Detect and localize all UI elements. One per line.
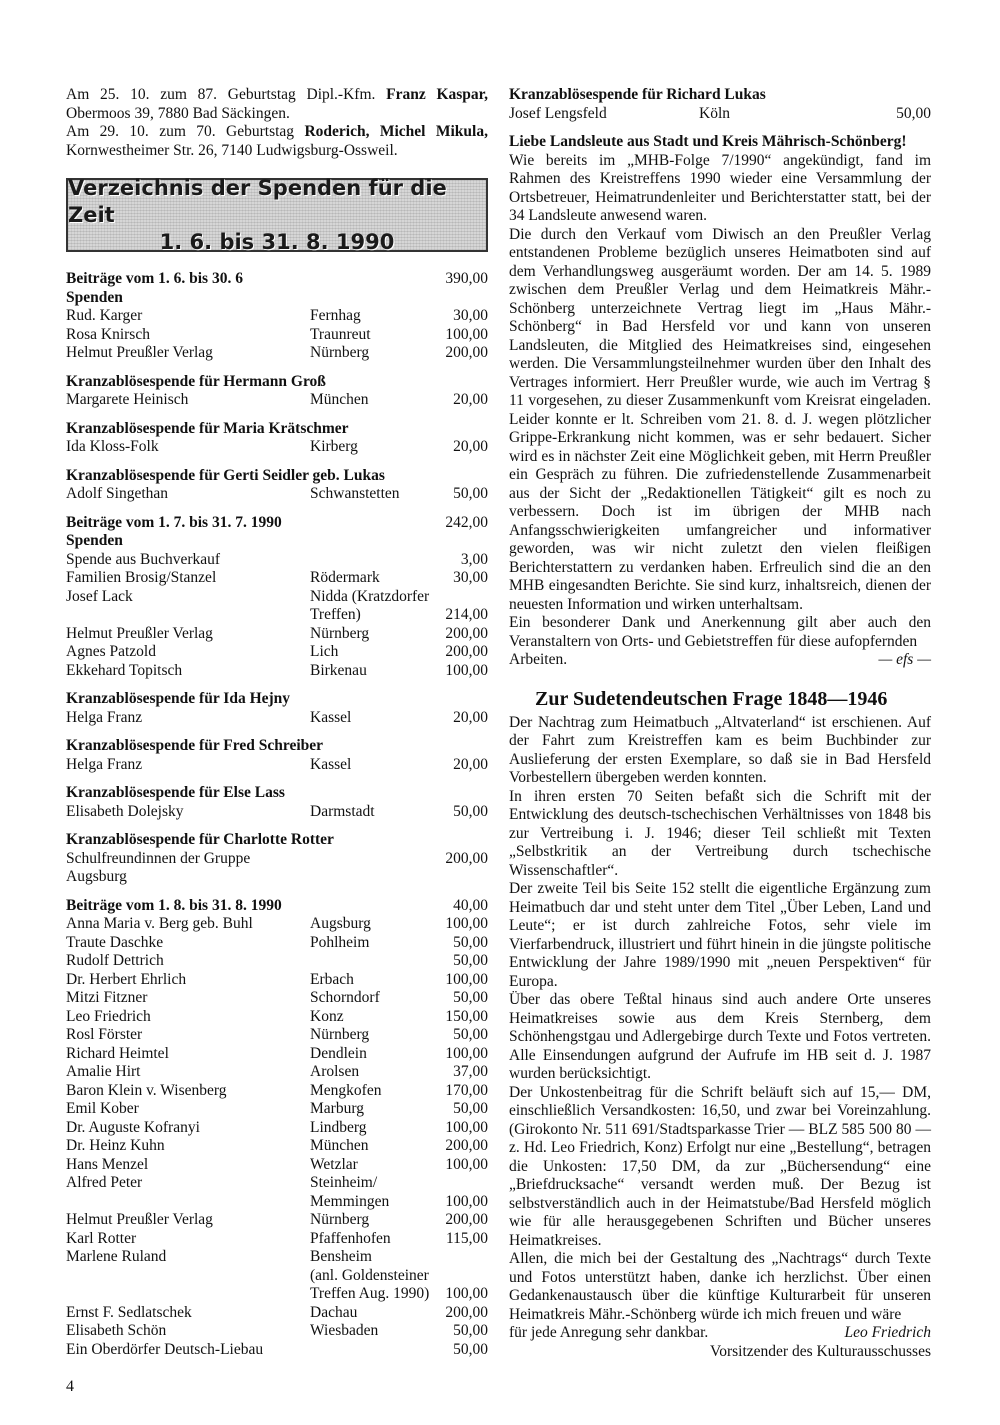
donor-city: Dachau — [310, 1303, 358, 1321]
donations-subheading: Spenden — [66, 532, 123, 549]
donor-amount: 170,00 — [445, 1081, 488, 1099]
article-paragraph: Der Unkostenbeitrag für die Schrift beläuft sich auf 15,— DM, einschließlich Versandkosten: 16,50, und zwar bei Voreinzahlung. (Girokonto Nr. 511 691/Stadtsparkasse Trier — BLZ 585 500 80 — z. Hd. Leo Friedrich, Konz) Erfolgt nur eine „Bestellung“, betragen die Unkosten: 17,50 DM, da zur „Büchersendung“ eine „Briefdrucksache“ versandt werden muß. Der Bezug ist selbstverständlich auch in der Heimatstube/Bad Hersfeld möglich wie für alle herausgegebenen Schriften und Bücher unseres Heimatkreises. — [509, 1083, 931, 1249]
donor-city: Dendlein — [310, 1044, 367, 1062]
intro-text: Kornwestheimer Str. 26, 7140 Ludwigsburg-Ossweil. — [66, 141, 398, 159]
donation-row — [66, 952, 488, 971]
period-label: Beiträge vom 1. 7. bis 31. 7. 1990 — [66, 513, 282, 531]
donor-city: München — [310, 391, 369, 408]
donation-row — [66, 326, 488, 345]
donation-row — [66, 850, 488, 887]
donor-name: Josef Lack — [66, 587, 133, 605]
donor-amount: 50,00 — [896, 104, 931, 122]
donor-city: Lich — [310, 643, 339, 660]
donations-subheading: Spenden — [66, 288, 123, 306]
donor-name — [66, 1285, 310, 1304]
donor-amount: 50,00 — [453, 802, 488, 820]
donor-name: Josef Lengsfeld — [509, 104, 607, 122]
donor-name: Ein Oberdörfer Deutsch-Liebau — [66, 1340, 264, 1358]
section-title: Zur Sudetendeutschen Frage 1848—1946 — [535, 687, 888, 710]
donor-name: Rosa Knirsch — [66, 325, 150, 343]
wreath-group — [66, 467, 488, 504]
donor-city: Wetzlar — [310, 1155, 358, 1173]
donor-city: Steinheim/ — [310, 1174, 378, 1191]
donation-row — [66, 1026, 488, 1045]
period-heading — [66, 270, 488, 289]
donor-amount: 200,00 — [445, 1211, 488, 1228]
donor-amount: 30,00 — [453, 569, 488, 586]
donor-city — [310, 850, 440, 887]
donor-name: Anna Maria v. Berg geb. Buhl — [66, 915, 253, 932]
period-total: 40,00 — [453, 896, 488, 914]
article-paragraph: Wie bereits im „MHB-Folge 7/1990“ angekündigt, fand im Rahmen des Kreistreffens 1990 wieder eine Versammlung der Ortsbetreuer, Heimatrundenleiter und Berichterstatter statt, bei der 34 Landsleute anwesend waren. — [509, 151, 931, 224]
donor-amount: 200,00 — [445, 643, 488, 660]
donor-amount: 30,00 — [453, 307, 488, 324]
donor-name: Hans Menzel — [66, 1155, 149, 1173]
donor-city: Kassel — [310, 708, 352, 726]
donation-row — [66, 391, 488, 410]
donor-city: Pohlheim — [310, 933, 370, 951]
wreath-group — [66, 373, 488, 410]
donor-amount: 50,00 — [453, 989, 488, 1006]
donor-amount: 200,00 — [445, 344, 488, 361]
donor-amount: 100,00 — [445, 915, 488, 932]
donor-name: Helga Franz — [66, 755, 143, 773]
donor-name — [66, 1193, 310, 1212]
wreath-heading: Kranzablösespende für Hermann Groß — [66, 372, 326, 390]
donor-amount: 3,00 — [460, 550, 488, 568]
intro-name: Franz Kaspar, — [386, 86, 489, 103]
donor-name: Helmut Preußler Verlag — [66, 1211, 213, 1228]
donor-city: Pfaffenhofen — [310, 1229, 391, 1247]
page-number: 4 — [66, 1378, 74, 1395]
donation-row — [509, 105, 931, 124]
donation-row — [66, 1063, 488, 1082]
donor-city: Fernhag — [310, 307, 361, 324]
donor-city: Wiesbaden — [310, 1322, 379, 1339]
donor-city — [310, 551, 440, 570]
donor-city: Nürnberg — [310, 344, 370, 361]
donation-row — [66, 1304, 488, 1323]
donor-name: Dr. Heinz Kuhn — [66, 1137, 165, 1154]
donation-row — [66, 1341, 488, 1360]
wreath-heading: Kranzablösespende für Ida Hejny — [66, 690, 291, 707]
signature-line — [509, 1324, 931, 1343]
donation-row — [66, 989, 488, 1008]
donor-amount — [440, 1174, 488, 1193]
donation-row — [66, 438, 488, 457]
donor-amount: 100,00 — [445, 970, 488, 988]
donation-row — [66, 971, 488, 990]
donor-name: Rosl Förster — [66, 1026, 143, 1043]
donor-name: Rud. Karger — [66, 307, 143, 324]
donor-city: Memmingen — [310, 1192, 390, 1210]
donor-name: Elisabeth Schön — [66, 1322, 167, 1339]
donor-city: München — [310, 1137, 369, 1154]
donor-name: Ida Kloss-Folk — [66, 438, 159, 455]
donation-row — [66, 606, 488, 625]
donor-city: Nürnberg — [310, 1026, 370, 1043]
donor-city: Kassel — [310, 755, 352, 773]
article-paragraph: Über das obere Teßtal hinaus sind auch andere Orte unseres Heimatkreises sowie aus dem Kreis Sternberg, dem Schönhengstgau und Adlergebirge durch Texte und Fotos vertreten. Alle Einsendungen aufgrund der Aufrufe im HB seit d. J. 1987 wurden berücksichtigt. — [509, 991, 931, 1082]
donor-amount: 100,00 — [445, 1192, 488, 1210]
donor-amount: 50,00 — [453, 1100, 488, 1117]
donor-amount: 100,00 — [445, 1155, 488, 1173]
author-sign: — efs — — [878, 651, 931, 668]
donor-city: Augsburg — [310, 915, 371, 932]
section-june — [66, 270, 488, 504]
donor-amount: 115,00 — [445, 1229, 488, 1247]
donor-city: Darmstadt — [310, 802, 375, 820]
period-heading — [66, 897, 488, 916]
author-sign: Leo Friedrich — [844, 1324, 931, 1341]
donor-name: Amalie Hirt — [66, 1063, 141, 1080]
donor-city: Treffen Aug. 1990) — [310, 1285, 430, 1302]
donor-name: Ekkehard Topitsch — [66, 661, 183, 679]
donor-name: Adolf Singethan — [66, 485, 169, 502]
donation-row — [66, 915, 488, 934]
donor-name: Rudolf Dettrich — [66, 952, 164, 969]
donations-title-line-2: 1. 6. bis 31. 8. 1990 — [159, 229, 395, 254]
donor-amount: 20,00 — [453, 755, 488, 773]
donation-row — [66, 307, 488, 326]
donor-city: Erbach — [310, 970, 354, 988]
donation-row — [66, 934, 488, 953]
wreath-heading: Kranzablösespende für Gerti Seidler geb. Lukas — [66, 466, 385, 484]
donation-row — [66, 1193, 488, 1212]
period-label: Beiträge vom 1. 8. bis 31. 8. 1990 — [66, 896, 282, 914]
donor-name: Karl Rotter — [66, 1229, 137, 1247]
left-column — [66, 86, 488, 1359]
donation-row — [66, 625, 488, 644]
donor-name — [66, 1267, 310, 1286]
donation-row — [66, 662, 488, 681]
wreath-heading: Kranzablösespende für Richard Lukas — [509, 86, 766, 103]
right-column — [509, 86, 931, 1361]
wreath-heading: Kranzablösespende für Else Lass — [66, 784, 285, 801]
wreath-group — [66, 831, 488, 887]
signature-line — [509, 651, 931, 670]
donor-name: Helmut Preußler Verlag — [66, 344, 213, 361]
donor-amount: 50,00 — [453, 1026, 488, 1043]
intro-text: Am 29. 10. zum 70. Geburtstag — [66, 123, 305, 140]
donation-row — [66, 1230, 488, 1249]
article-paragraph: Der Nachtrag zum Heimatbuch „Altvaterland“ ist erschienen. Auf der Fahrt zum Kreistreffen kam es beim Buchbinder zur Auslieferung der ersten Exemplare, so daß sie in Bad Hersfeld Vorbestellern übergeben werden konnten. — [509, 713, 931, 786]
donor-city: Schorndorf — [310, 989, 380, 1006]
donor-city: Rödermark — [310, 569, 380, 586]
donor-amount: 20,00 — [453, 438, 488, 455]
donor-amount: 100,00 — [445, 1044, 488, 1062]
donor-city: Nürnberg — [310, 624, 370, 642]
donor-name: Alfred Peter — [66, 1174, 143, 1191]
donor-city: (anl. Goldensteiner — [310, 1266, 429, 1284]
donor-amount: 200,00 — [445, 624, 488, 642]
donor-amount: 50,00 — [453, 1322, 488, 1339]
donor-name — [66, 606, 310, 625]
donor-city: Marburg — [310, 1100, 364, 1117]
donor-name: Elisabeth Dolejsky — [66, 802, 184, 820]
intro-text: Am 25. 10. zum 87. Geburtstag Dipl.-Kfm. — [66, 86, 387, 103]
donor-name: Marlene Ruland — [66, 1248, 167, 1265]
intro-text: Obermoos 39, 7880 Bad Säckingen. — [66, 104, 290, 122]
donation-row — [66, 1119, 488, 1138]
donor-amount: 200,00 — [445, 1303, 488, 1321]
donation-row — [66, 1100, 488, 1119]
donor-amount — [440, 1267, 488, 1286]
donation-row — [66, 756, 488, 775]
donor-name: Helmut Preußler Verlag — [66, 624, 213, 642]
period-label: Beiträge vom 1. 6. bis 30. 6 — [66, 270, 243, 287]
donation-row — [66, 551, 488, 570]
donor-city — [310, 952, 440, 971]
birthday-note-1 — [66, 86, 488, 123]
author-role: Vorsitzender des Kulturausschusses — [710, 1342, 931, 1360]
donor-amount: 50,00 — [453, 1340, 488, 1358]
donor-amount: 50,00 — [453, 485, 488, 502]
donation-row — [66, 569, 488, 588]
donor-city: Bensheim — [310, 1248, 372, 1265]
donor-name: Traute Daschke — [66, 933, 164, 951]
donation-row — [66, 344, 488, 363]
article-paragraph: Allen, die mich bei der Gestaltung des „Nachtrags“ durch Texte und Fotos unterstützt haben, danke ich herzlichst. Über einen Gedankenaustausch über die künftige Kulturarbeit für unseren Heimatkreis Mähr.-Schönberg würde ich mich freuen und wäre — [509, 1250, 931, 1323]
donation-row — [66, 1211, 488, 1230]
intro-name: Roderich, Michel Mikula, — [304, 123, 488, 140]
period-heading — [66, 514, 488, 533]
greeting-heading: Liebe Landsleute aus Stadt und Kreis Mährisch-Schönberg! — [509, 133, 907, 150]
donor-amount: 214,00 — [445, 606, 488, 623]
donation-row — [66, 1174, 488, 1193]
donor-amount: 37,00 — [453, 1063, 488, 1080]
donor-city: Lindberg — [310, 1118, 367, 1136]
donor-amount: 20,00 — [453, 708, 488, 726]
donation-row — [66, 643, 488, 662]
donation-row — [66, 485, 488, 504]
donor-amount: 100,00 — [445, 1285, 488, 1302]
wreath-group — [66, 737, 488, 774]
donor-amount: 50,00 — [453, 933, 488, 951]
donor-name: Emil Kober — [66, 1100, 139, 1117]
donor-amount — [440, 588, 488, 607]
article-paragraph: Der zweite Teil bis Seite 152 stellt die eigentliche Ergänzung zum Heimatbuch dar und steht unter dem Titel „Über Leben, Land und Leute“; er ist durch zahlreiche Fotos, sehr viele im Vierfarbendruck, illustriert und führt hinein in die jüngste politische Entwicklung der Jahre 1989/1990 mit „neuen Perspektiven“ für Europa. — [509, 880, 931, 990]
article-last-line: Arbeiten. — [509, 651, 568, 668]
donations-title-box — [66, 175, 488, 254]
donation-row — [66, 1008, 488, 1027]
donor-amount — [440, 1248, 488, 1267]
donation-row — [66, 1137, 488, 1156]
article-paragraph: In ihren ersten 70 Seiten befaßt sich die Schrift mit der Entwicklung des deutsch-tschechischen Verhältnisses von 1848 bis zur Vertreibung i. J. 1946; dieser Teil schließt mit Texten „Selbstkritik an der Vertreibung durch tschechische Wissenschaftler“. — [509, 787, 931, 879]
donor-name: Margarete Heinisch — [66, 391, 189, 408]
donor-city: Treffen) — [310, 606, 361, 623]
wreath-group — [66, 690, 488, 727]
donor-city: Nidda (Kratzdorfer — [310, 587, 430, 605]
wreath-heading: Kranzablösespende für Fred Schreiber — [66, 737, 324, 754]
wreath-group — [66, 784, 488, 821]
donor-name: Richard Heimtel — [66, 1044, 169, 1062]
section-july — [66, 514, 488, 887]
donation-row — [66, 1322, 488, 1341]
section-august — [66, 897, 488, 1360]
donor-amount: 200,00 — [445, 849, 488, 867]
donation-row — [66, 1248, 488, 1267]
period-total: 242,00 — [445, 513, 488, 531]
donor-city: Schwanstetten — [310, 485, 400, 502]
donation-row — [66, 588, 488, 607]
wreath-heading: Kranzablösespende für Charlotte Rotter — [66, 831, 334, 848]
period-total: 390,00 — [445, 270, 488, 287]
donor-name: Dr. Herbert Ehrlich — [66, 970, 187, 988]
donations-title-line-1: Verzeichnis der Spenden für die Zeit — [68, 175, 447, 227]
donation-row — [66, 803, 488, 822]
donor-city: Nürnberg — [310, 1211, 370, 1228]
donor-name: Familien Brosig/Stanzel — [66, 569, 217, 586]
donor-name: Baron Klein v. Wisenberg — [66, 1081, 227, 1099]
wreath-heading: Kranzablösespende für Maria Krätschmer — [66, 419, 349, 437]
donor-amount: 50,00 — [453, 952, 488, 969]
donor-amount: 150,00 — [445, 1007, 488, 1025]
donor-city — [310, 1341, 440, 1360]
article-last-line: für jede Anregung sehr dankbar. — [509, 1324, 709, 1341]
donor-name: Spende aus Buchverkauf — [66, 550, 221, 568]
donor-city: Konz — [310, 1007, 344, 1025]
donor-amount: 100,00 — [445, 325, 488, 343]
donor-city: Kirberg — [310, 438, 358, 455]
donor-amount: 100,00 — [445, 1118, 488, 1136]
donor-name: Dr. Auguste Kofranyi — [66, 1118, 200, 1136]
donor-city: Arolsen — [310, 1063, 360, 1080]
donor-name: Helga Franz — [66, 708, 143, 726]
donation-row — [66, 1285, 488, 1304]
donor-name: Leo Friedrich — [66, 1007, 151, 1025]
donor-city: Traunreut — [310, 325, 371, 343]
donor-amount: 20,00 — [453, 391, 488, 408]
donor-name: Schulfreundinnen der Gruppe Augsburg — [66, 849, 251, 885]
donor-name: Mitzi Fitzner — [66, 989, 148, 1006]
donor-name: Agnes Patzold — [66, 643, 156, 660]
donor-amount: 200,00 — [445, 1137, 488, 1154]
article-paragraph: Die durch den Verkauf vom Diwisch an den Preußler Verlag entstandenen Probleme bezüglich unseres Heimatboten sind auf dem Verhandlungsweg ausgeräumt worden. Der am 14. 5. 1989 zwischen dem Preußler Verlag und dem Heimatkreis Mähr.-Schönberg unterzeichnete Vertrag liegt im „Haus Mähr.-Schönberg“ in Bad Hersfeld vor und kann von unseren Landsleuten, die Mitglied des Heimatkreises sind, eingesehen werden. Die Versammlungsteilnehmer wurden über den Inhalt des Vertrages informiert. Herr Preußler wurde, wie auch im Vertrag § 11 vorgesehen, zu dieser Zusammenkunft vom Kreisrat eingeladen. Leider konnte er lt. Schreiben vom 21. 8. d. J. wegen plötzlicher Grippe-Erkrankung nicht kommen, was er sehr bedauert. Sicher wird es in nächster Zeit eine Möglichkeit geben, mit Herrn Preußler ein Gespräch zu führen. Die zufriedenstellende Zusammenarbeit aus der Sicht der „Redaktionellen Tätigkeit“ gilt es noch zu verbessern. Doch ist im übrigen der MHB nach Anfangsschwierigkeiten umfangreicher und informativer geworden, was wir nicht zuletzt den vielen fleißigen Berichterstattern zu verdanken haben. Erfreulich sind die an den MHB eingesandten Berichte. Sie sind kurz, inhaltsreich, dienen der neuesten Information und wirken unterhaltsam. — [509, 225, 931, 613]
wreath-group — [66, 420, 488, 457]
donation-row — [66, 1267, 488, 1286]
donation-row — [66, 709, 488, 728]
donation-row — [66, 1045, 488, 1064]
donor-city: Mengkofen — [310, 1081, 382, 1099]
donation-row — [66, 1156, 488, 1175]
donor-city: Birkenau — [310, 661, 367, 679]
birthday-note-2 — [66, 123, 488, 160]
article-paragraph: Ein besonderer Dank und Anerkennung gilt aber auch den Veranstaltern von Orts- und Gebietstreffen für diese aufopfernden — [509, 614, 931, 650]
donor-name: Ernst F. Sedlatschek — [66, 1303, 192, 1321]
donation-row — [66, 1082, 488, 1101]
donor-city: Köln — [699, 104, 730, 122]
donor-amount: 100,00 — [445, 661, 488, 679]
